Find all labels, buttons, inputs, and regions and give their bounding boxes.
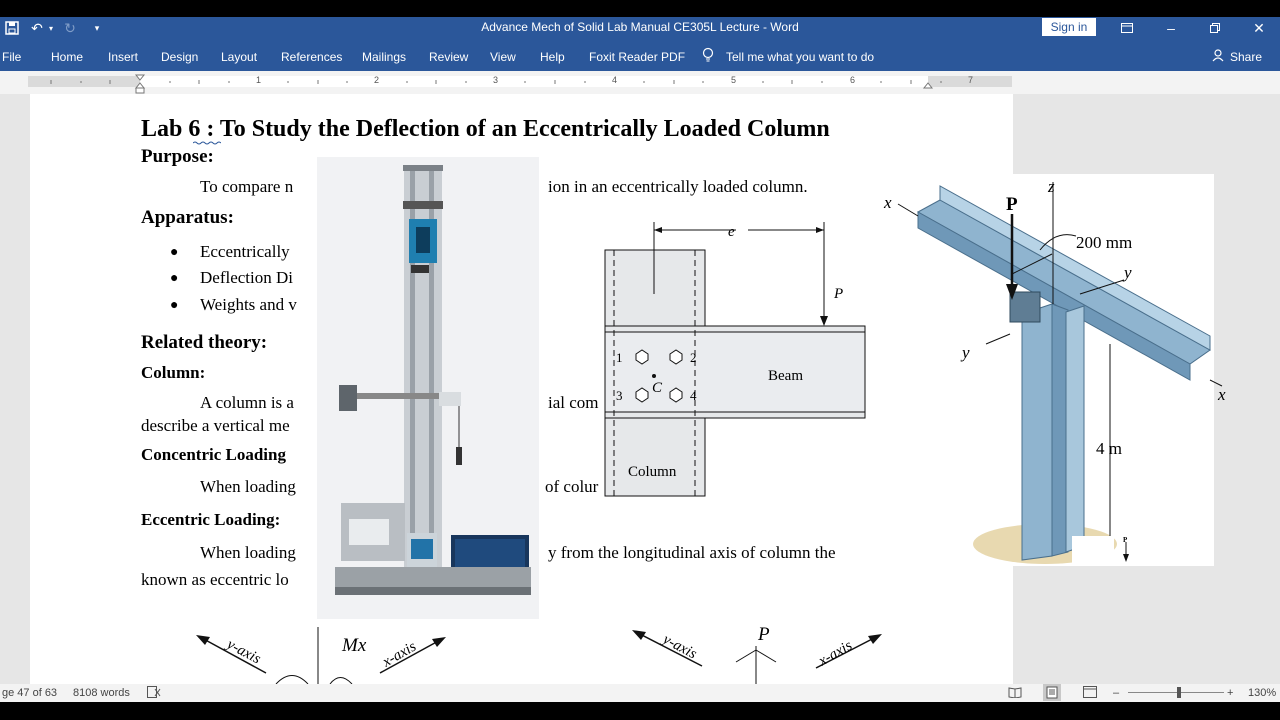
bolt-label: 2 (690, 350, 697, 365)
column-heading: Column: (141, 363, 206, 382)
print-layout-icon[interactable] (1043, 684, 1061, 701)
eccentric-text-right: y from the longitudinal axis of column the (548, 543, 836, 562)
tab-home[interactable]: Home (51, 50, 84, 64)
ruler-ticks (0, 71, 1280, 94)
zoom-slider-thumb[interactable] (1177, 687, 1181, 698)
x-axis-label-end: x (1218, 385, 1226, 404)
mx-label: Mx (342, 635, 367, 656)
zoom-in-button[interactable]: + (1227, 687, 1234, 699)
beam-label: Beam (768, 368, 803, 384)
horizontal-ruler[interactable] (0, 71, 1280, 94)
zoom-slider[interactable] (1128, 692, 1224, 693)
word-count[interactable]: 8108 words (73, 687, 130, 699)
document-workspace[interactable] (0, 94, 1280, 684)
tab-view[interactable]: View (490, 50, 516, 64)
web-layout-icon[interactable] (1083, 686, 1097, 701)
eccentric-loading-heading: Eccentric Loading: (141, 510, 281, 529)
bolt-label: 4 (690, 388, 697, 403)
concentric-loading-heading: Concentric Loading (141, 445, 286, 464)
centroid-c-label: C (652, 380, 663, 396)
column-label: Column (628, 464, 677, 480)
load-p-label: P (758, 624, 770, 645)
tell-me-search[interactable]: Tell me what you want to do (726, 50, 875, 64)
ruler-number: 1 (256, 75, 262, 85)
concentric-text-right: of colur (545, 477, 599, 496)
purpose-heading: Purpose: (141, 146, 214, 167)
tab-foxit[interactable]: Foxit Reader PDF (589, 50, 686, 64)
lab-title: Lab 6 : To Study the Deflection of an Eccentrically Loaded Column (141, 116, 830, 142)
z-axis-label: z (1048, 177, 1055, 196)
read-mode-icon[interactable] (1008, 686, 1022, 701)
tab-review[interactable]: Review (429, 50, 469, 64)
dimension-200mm: 200 mm (1076, 233, 1133, 252)
spellcheck-underline (193, 141, 221, 145)
share-button[interactable]: Share (1230, 50, 1263, 64)
customize-qat-icon[interactable]: ▾ (94, 22, 100, 33)
column-3d-figure (880, 174, 1240, 566)
apparatus-heading: Apparatus: (141, 207, 234, 228)
tab-insert[interactable]: Insert (108, 50, 139, 64)
bullet-icon: ● (170, 298, 179, 313)
proofing-icon[interactable] (147, 686, 161, 701)
tab-help[interactable]: Help (540, 50, 565, 64)
ruler-number: 5 (731, 75, 737, 85)
y-axis-label: y-axis (224, 636, 264, 668)
bolt-label: 1 (616, 350, 623, 365)
document-page[interactable] (30, 94, 1013, 684)
eccentric-text-line2: known as eccentric lo (141, 570, 289, 589)
ruler-number: 2 (374, 75, 380, 85)
purpose-text-right: ion in an eccentrically loaded column. (548, 177, 808, 196)
ruler-number: 4 (612, 75, 618, 85)
column-text-line2: describe a vertical me (141, 416, 290, 435)
eccentric-text-left: When loading (200, 543, 296, 562)
ruler-number: 6 (850, 75, 856, 85)
letterbox-bottom (0, 702, 1280, 720)
purpose-text-left: To compare n (200, 177, 294, 196)
y-axis-label: y (1124, 263, 1132, 282)
undo-dropdown-icon[interactable]: ▾ (48, 23, 53, 33)
zoom-level[interactable]: 130% (1248, 687, 1277, 699)
apparatus-item: Eccentrically (200, 242, 290, 261)
apparatus-item: Deflection Di (200, 268, 293, 287)
bottom-left-axis-figure (180, 627, 470, 684)
column-text-right: ial com (548, 393, 599, 412)
bullet-icon: ● (170, 245, 179, 260)
close-icon[interactable]: ✕ (1253, 19, 1265, 36)
y-axis-label: y-axis (660, 631, 700, 663)
x-axis-label: x-axis (816, 637, 856, 670)
bullet-icon: ● (170, 271, 179, 286)
document-title: Advance Mech of Solid Lab Manual CE305L Lecture - Word (481, 20, 799, 34)
ruler-number: 3 (493, 75, 499, 85)
page-count[interactable]: ge 47 of 63 (2, 687, 58, 699)
restore-icon[interactable] (1206, 19, 1224, 37)
undo-icon[interactable]: ↶ (31, 19, 43, 36)
tab-references[interactable]: References (281, 50, 343, 64)
minimize-icon[interactable]: – (1167, 20, 1175, 36)
load-p-label: P (1006, 194, 1018, 215)
y-axis-label-left: y (962, 343, 970, 362)
ribbon-display-icon[interactable] (1118, 19, 1136, 37)
bolt-label: 3 (616, 388, 623, 403)
tab-mailings[interactable]: Mailings (362, 50, 407, 64)
status-bar (0, 684, 1280, 702)
related-theory-heading: Related theory: (141, 332, 268, 353)
zoom-out-button[interactable]: – (1113, 687, 1120, 699)
x-axis-label: x (884, 193, 892, 212)
column-beam-connection-figure (598, 216, 898, 508)
ribbon-tabs (0, 39, 1280, 71)
x-axis-label: x-axis (380, 638, 420, 671)
tab-design[interactable]: Design (161, 50, 199, 64)
small-p-label: P (1123, 536, 1128, 544)
load-p-label: P (834, 286, 844, 302)
apparatus-item: Weights and v (200, 295, 297, 314)
title-bar (0, 17, 1280, 39)
share-icon[interactable] (1212, 49, 1225, 65)
apparatus-photo[interactable] (317, 157, 539, 619)
column-text-left: A column is a (200, 393, 294, 412)
redo-icon[interactable]: ↻ (64, 19, 76, 36)
letterbox-top (0, 0, 1280, 17)
bottom-right-axis-figure (626, 624, 896, 684)
concentric-text-left: When loading (200, 477, 296, 496)
dimension-4m: 4 m (1096, 439, 1122, 458)
lightbulb-icon (702, 47, 714, 66)
sign-in-button[interactable]: Sign in (1042, 18, 1096, 36)
eccentricity-label: e (728, 224, 735, 240)
tab-layout[interactable]: Layout (221, 50, 258, 64)
tab-file[interactable]: File (2, 50, 22, 64)
ruler-number: 7 (968, 75, 974, 85)
